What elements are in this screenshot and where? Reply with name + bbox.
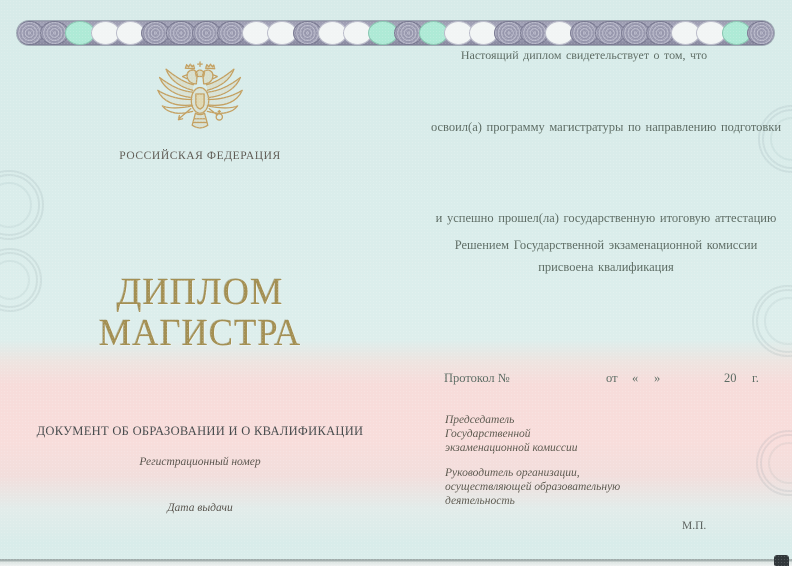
chairman-line: Государственной xyxy=(445,427,531,440)
diploma-title-line1: ДИПЛОМ xyxy=(116,271,284,313)
country-label: РОССИЙСКАЯ ФЕДЕРАЦИЯ xyxy=(119,150,281,162)
head-line: деятельность xyxy=(445,494,515,507)
head-line: Руководитель организации, xyxy=(445,467,580,479)
seal-place-label: М.П. xyxy=(682,520,707,532)
head-of-organization-block xyxy=(445,467,620,508)
protocol-year-prefix: 20 xyxy=(724,371,737,385)
program-statement: освоил(а) программу магистратуры по направлению подготовки xyxy=(430,120,782,134)
protocol-quote-close: » xyxy=(654,371,661,385)
chairman-line: Председатель xyxy=(445,414,515,426)
diploma-title-line2: МАГИСТРА xyxy=(98,312,302,354)
right-column xyxy=(420,0,792,566)
chairman-line: экзаменационной комиссии xyxy=(445,441,578,454)
chairman-signature-block xyxy=(445,414,578,455)
intro-statement: Настоящий диплом свидетельствует о том, что xyxy=(460,48,708,62)
protocol-year-suffix: г. xyxy=(752,371,759,385)
protocol-number-label: Протокол № xyxy=(444,371,510,385)
scan-bottom-edge xyxy=(0,559,792,566)
commission-decision-statement: Решением Государственной экзаменационной комиссии xyxy=(454,238,758,252)
scan-corner-mark xyxy=(774,555,789,566)
head-line: осуществляющей образовательную xyxy=(445,480,621,493)
document-type-label: ДОКУМЕНТ ОБ ОБРАЗОВАНИИ И О КВАЛИФИКАЦИИ xyxy=(36,424,364,438)
diploma-title xyxy=(8,272,392,354)
protocol-from-label: от xyxy=(606,371,618,385)
registration-number-label: Регистрационный номер xyxy=(139,456,261,468)
protocol-quote-open: « xyxy=(632,371,639,385)
qualification-statement: присвоена квалификация xyxy=(538,260,674,274)
coat-of-arms-russia-icon xyxy=(154,60,246,150)
protocol-row xyxy=(420,371,792,387)
issue-date-label: Дата выдачи xyxy=(167,502,233,514)
attestation-statement: и успешно прошел(ла) государственную итоговую аттестацию xyxy=(435,211,777,225)
